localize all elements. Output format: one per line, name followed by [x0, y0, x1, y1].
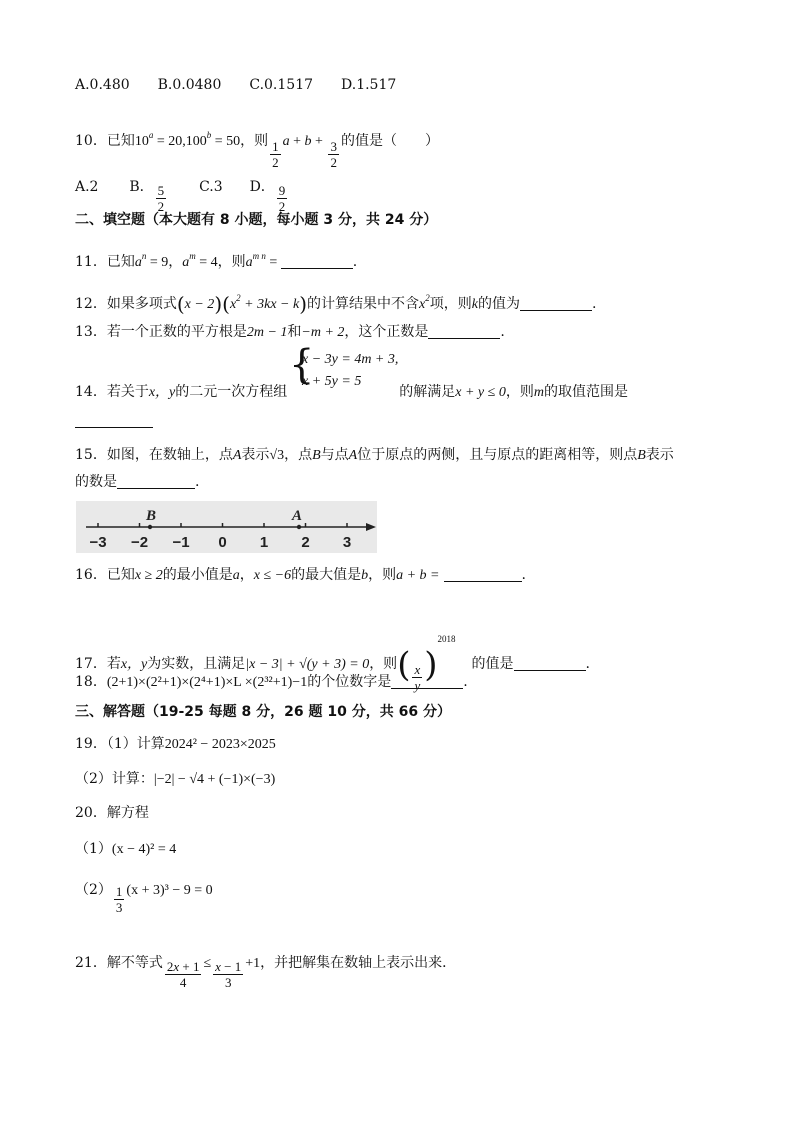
- q18-prefix: 18．: [75, 674, 107, 690]
- q21-line: 21．解不等式 $\frac{2x + 1}{4}$ ≤ $\frac{x - 1}{3}$ +1，并把解集在数轴上表示出来．: [75, 955, 457, 990]
- number-line-tick-label: −1: [172, 534, 190, 551]
- q17-end: .: [585, 656, 590, 672]
- q14-mid2: 的解满足: [399, 384, 456, 400]
- q17-prefix: 17．若: [75, 656, 121, 672]
- q11-prefix: 11．已知: [75, 254, 135, 270]
- q19-part1: [75, 735, 276, 754]
- q11-suffix: .: [352, 254, 358, 270]
- q16-sep: ，: [239, 567, 254, 583]
- number-line-tick-label: 2: [301, 534, 310, 551]
- q16-prefix: 16．已知: [75, 567, 135, 583]
- q15-line1: [75, 446, 674, 465]
- q20-p2-label: （2）: [75, 882, 112, 898]
- q16-cond1: x ≥ 2: [134, 568, 163, 583]
- q16-mid: 的最小值是: [162, 567, 233, 583]
- q14-answer-blank[interactable]: [75, 413, 153, 428]
- q14-cond: x + y ≤ 0: [455, 385, 506, 400]
- q14-line: [75, 383, 628, 402]
- q16-a: a: [232, 568, 240, 583]
- q15-answer-blank[interactable]: [117, 474, 195, 489]
- q20-p2-expr: (x + 3)³ − 9 = 0: [126, 883, 213, 898]
- q19-p2-label: （2）计算：: [75, 771, 154, 787]
- number-line-tick-label: 0: [218, 534, 227, 551]
- q16-b: b: [361, 568, 369, 583]
- q12-prefix: 12．如果多项式: [75, 296, 177, 312]
- number-line-tick-label: −2: [130, 534, 149, 551]
- q13-and: 和: [287, 324, 302, 340]
- q15-text-a: 15．如图，在数轴上，点: [75, 447, 233, 463]
- q12-mid3: 的值为: [477, 296, 520, 312]
- q13-root1: 2m − 1: [246, 325, 288, 340]
- q16-mid2: 的最大值是: [291, 567, 362, 583]
- q15-point-a: A: [232, 448, 242, 463]
- q18-end: .: [463, 674, 468, 690]
- q16-expr: a + b =: [396, 568, 440, 583]
- q17-mid2: ，则: [369, 656, 398, 672]
- q10-prefix: 10．已知: [75, 133, 135, 149]
- q11-line: 11．已知$a^n = 9$，$a^m = 4$，则$a^{m n}$ = .: [75, 251, 358, 270]
- q15-text-f: 表示: [645, 447, 674, 463]
- q9-options: A.0.480 B.0.0480 C.0.1517 D.1.517: [75, 77, 397, 93]
- q15-sqrt3: √3: [269, 448, 285, 463]
- q16-answer-blank[interactable]: [444, 567, 522, 582]
- q15-text-c: ，点: [284, 447, 313, 463]
- q10-mid: ，则: [240, 133, 269, 149]
- q19-p1-label: 19．（1）计算: [75, 736, 165, 752]
- section-3-heading: 三、解答题（19-25 每题 8 分，26 题 10 分，共 66 分）: [75, 704, 451, 720]
- q17-mid: 为实数，且满足: [147, 656, 246, 672]
- q14-line2: [75, 412, 153, 430]
- q10-opt-d-frac: $\frac{9}{2}$: [278, 183, 286, 214]
- q14-mid: 的二元一次方程组: [175, 384, 288, 400]
- q12-suffix: .: [591, 296, 597, 312]
- q15-end: .: [195, 474, 200, 490]
- point-b-dot: [148, 525, 152, 529]
- q20-p1-label: （1）: [75, 841, 112, 857]
- q10-opt-a: A.2: [75, 179, 99, 195]
- q20-part2: [75, 881, 213, 915]
- q12-line: 12．如果多项式$(x - 2)(x^2 + 3kx - k)$的计算结果中不含$x^2$项，则k的值为 .: [75, 292, 597, 316]
- q17-power: ( $\frac{x}{y}$ )$^{2018}$: [397, 634, 456, 693]
- q21-prefix: 21．解不等式: [75, 955, 163, 971]
- q18-suffix: 的个位数字是: [307, 674, 392, 690]
- q19-p2-expr: |−2| − √4 + (−1)×(−3): [153, 772, 276, 787]
- q16-mid3: ，则: [368, 567, 397, 583]
- q13-line: [75, 323, 505, 342]
- q17-suffix: 的值是: [471, 656, 514, 672]
- q21-left-frac: $\frac{2x + 1}{4}$: [166, 959, 200, 990]
- q14-mid3: ，则: [505, 384, 534, 400]
- number-line-label-a: A: [292, 508, 303, 524]
- q15-point-b-2: B: [637, 448, 646, 463]
- q15-text-d: 与点: [320, 447, 349, 463]
- q13-suffix: ，这个正数是: [344, 324, 429, 340]
- q17-exponent: 2018: [437, 634, 456, 644]
- q10-opt-b: B．: [129, 179, 154, 195]
- q10-condition: $10^a = 20,100^b = 50$: [134, 130, 241, 149]
- q10-options: [75, 178, 289, 214]
- number-line-svg: [76, 501, 377, 553]
- q13-answer-blank[interactable]: [428, 324, 500, 339]
- q10-opt-c: C.3: [199, 179, 223, 195]
- q17-cond: |x − 3| + √(y + 3) = 0: [245, 657, 370, 672]
- q14-suffix: 的取值范围是: [543, 384, 628, 400]
- q16-cond2: x ≤ −6: [253, 568, 292, 583]
- q19-p1-expr: 2024² − 2023×2025: [164, 737, 276, 752]
- q13-root2: −m + 2: [301, 325, 345, 340]
- q13-prefix: 13．若一个正数的平方根是: [75, 324, 247, 340]
- q12-answer-blank[interactable]: [520, 296, 592, 311]
- number-line-label-b: B: [146, 508, 157, 524]
- q14-eq2: x + 5y = 5: [302, 374, 362, 389]
- q14-vars: x，y: [148, 385, 176, 400]
- q19-part2: [75, 770, 275, 789]
- q18-expr: (2+1)×(2²+1)×(2⁴+1)×L ×(2³²+1)−1: [106, 675, 308, 690]
- q18-line: [75, 673, 468, 692]
- q15-point-b: B: [312, 448, 321, 463]
- number-line-tick-label: 1: [259, 534, 269, 551]
- q11-eq: =: [265, 255, 281, 270]
- q14-var-m: m: [533, 385, 544, 400]
- q10-line: 10．已知$10^a = 20,100^b = 50$，则 $\frac{1}{2}$ a + b + $\frac{3}{2}$ 的值是（ ）: [75, 130, 439, 170]
- q14-prefix: 14．若关于: [75, 384, 149, 400]
- q12-mid2: 项，则: [429, 296, 472, 312]
- q21-right-frac: $\frac{x - 1}{3}$: [215, 959, 242, 990]
- q20-title: 20．解方程: [75, 805, 149, 821]
- q16-end: .: [521, 567, 526, 583]
- q15-text-g: 的数是: [75, 474, 117, 490]
- point-a-dot: [297, 525, 301, 529]
- q10-suffix: 的值是（ ）: [340, 133, 439, 149]
- number-line-figure: [76, 501, 377, 553]
- q10-expr-half: $\frac{1}{2}$: [272, 139, 279, 170]
- number-line-tick-label: −3: [89, 534, 107, 551]
- q17-answer-blank[interactable]: [514, 656, 586, 671]
- q20-part1: [75, 840, 176, 859]
- q17-vars: x，y: [120, 657, 148, 672]
- q21-suffix: ，并把解集在数轴上表示出来．: [260, 955, 457, 971]
- number-line-tick-label: 3: [342, 534, 352, 551]
- q10-opt-d: D．: [249, 179, 275, 195]
- q15-point-a-2: A: [348, 448, 358, 463]
- q14-eq1: x − 3y = 4m + 3,: [302, 352, 399, 367]
- q16-line: [75, 566, 526, 585]
- q10-expr-threehalf: $\frac{3}{2}$: [330, 139, 337, 170]
- q12-mid: 的计算结果中不含: [307, 296, 420, 312]
- q10-opt-b-frac: $\frac{5}{2}$: [157, 183, 165, 214]
- q18-answer-blank[interactable]: [391, 674, 463, 689]
- q15-text-b: 表示: [241, 447, 270, 463]
- section-2-heading: 二、填空题（本大题有 8 小题，每小题 3 分，共 24 分）: [75, 212, 438, 228]
- q20-p1-expr: (x − 4)² = 4: [111, 842, 177, 857]
- q13-end: .: [500, 324, 505, 340]
- q20-third: $\frac{1}{3}$: [115, 884, 123, 915]
- q11-answer-blank[interactable]: [281, 254, 353, 269]
- q15-text-e: 位于原点的两侧，且与原点的距离相等，则点: [357, 447, 638, 463]
- q14-brace: {: [289, 342, 315, 388]
- q15-line2: [75, 473, 199, 491]
- q11-mid: ，则: [217, 254, 246, 270]
